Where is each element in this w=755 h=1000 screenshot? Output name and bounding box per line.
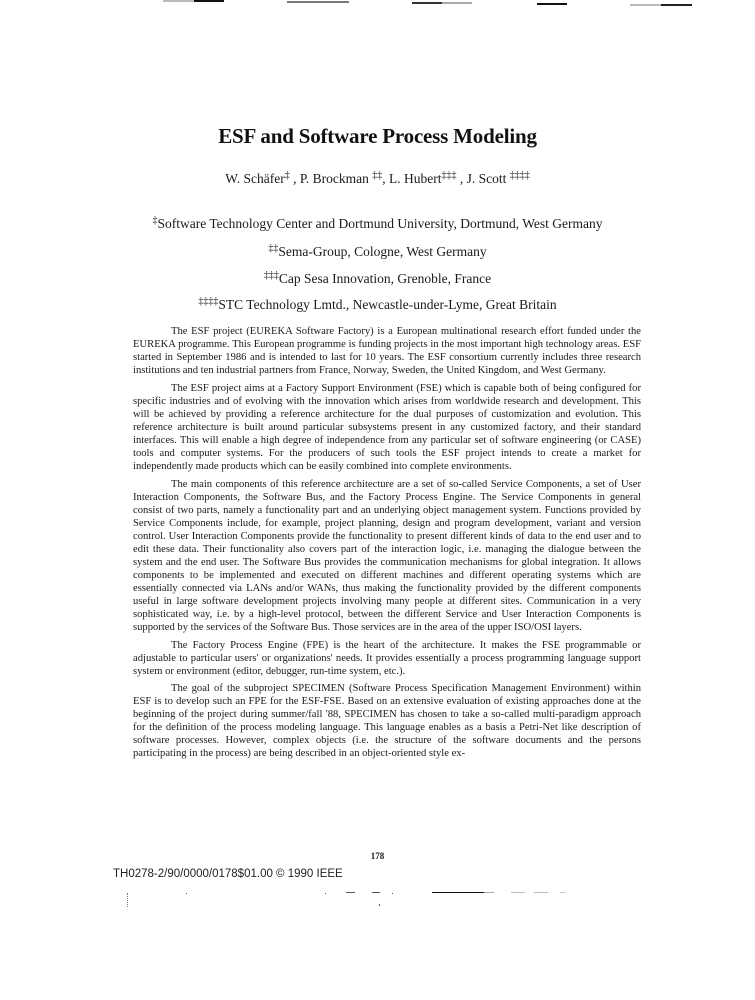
scan-artifact bbox=[484, 892, 494, 893]
affiliation-text: Sema-Group, Cologne, West Germany bbox=[278, 244, 487, 259]
scan-mark bbox=[537, 3, 567, 5]
scan-artifact bbox=[379, 904, 380, 906]
affiliation-text: STC Technology Lmtd., Newcastle-under-Lyme, Great Britain bbox=[218, 297, 557, 312]
scan-artifact bbox=[560, 892, 566, 893]
author-name: W. Schäfer bbox=[225, 171, 285, 186]
affiliation bbox=[0, 216, 755, 232]
scan-artifact bbox=[346, 892, 355, 893]
scan-mark bbox=[630, 4, 661, 6]
scan-mark bbox=[194, 0, 224, 2]
author-separator: , bbox=[289, 171, 300, 186]
author-name: P. Brockman bbox=[299, 171, 369, 186]
scan-artifact bbox=[511, 892, 525, 893]
scan-artifact bbox=[432, 892, 484, 893]
paragraph: The ESF project (EUREKA Software Factory) is a European multinational research effort funded under the EUREKA programme. This European programme is funding projects in the most important high technology areas. ESF started in September 1986 and is intended to last for 10 years. The ESF consortium currently includes three research institutions and ten industrial partners from France, Norway, Sweden, the United Kingdom, and West Germany. bbox=[133, 326, 641, 377]
author-mark: ‡‡‡‡ bbox=[509, 170, 530, 181]
paragraph: The goal of the subproject SPECIMEN (Software Process Specification Management Environment) within ESF is to develop such an FPE for the ESF-FSE. Based on an extensive evaluation of existing approaches done at the beginning of the project during summer/fall '88, SPECIMEN has chosen to take a so-called multi-paradigm approach for the definition of the process modeling language. This language enables as a basis a Petri-Net like description of software processes. However, complex objects (i.e. the structure of the software documents and the persons participating in the process) are being described in an object-oriented style ex- bbox=[133, 683, 641, 760]
affiliation-mark: ‡‡ bbox=[268, 243, 279, 254]
scan-mark bbox=[412, 2, 442, 4]
scan-artifact bbox=[534, 892, 548, 893]
affiliation bbox=[0, 244, 755, 260]
author-line: W. Schäfer‡ , P. Brockman ‡‡, L. Hubert‡‡‡ , J. Scott ‡‡‡‡ bbox=[225, 170, 530, 186]
paragraph: The Factory Process Engine (FPE) is the heart of the architecture. It makes the FSE programmable or adjustable to particular users' or organizations' needs. It provides essentially a process programming language support system or environment (editor, debugger, run-time system, etc.). bbox=[133, 639, 641, 677]
author-separator: , bbox=[456, 171, 467, 186]
scan-mark bbox=[163, 0, 194, 2]
scan-mark bbox=[442, 2, 472, 4]
paragraph: The ESF project aims at a Factory Support Environment (FSE) which is capable both of being configured for specific industries and of evolving with the innovation which arises from worldwide research and development. This will be achieved by providing a reference architecture for the dual purposes of customization and evolution. This reference architecture is built around particular subsystems present in any customized factory, and their standard interfaces. This will enable a high degree of independence from any particular set of software engineering (or CASE) tools and computer systems. For the producers of such tools the ESF project intends to create a market for independently made products which can be easily combined into complete environments. bbox=[133, 382, 641, 472]
scan-artifact bbox=[392, 893, 393, 894]
affiliation bbox=[0, 297, 755, 313]
copyright-line: TH0278-2/90/0000/0178$01.00 © 1990 IEEE bbox=[113, 868, 343, 880]
author-mark: ‡‡‡ bbox=[441, 170, 457, 181]
scan-artifact bbox=[325, 893, 326, 894]
page-number: 178 bbox=[370, 851, 385, 861]
paragraph: The main components of this reference architecture are a set of so-called Service Components, a set of User Interaction Components, the Software Bus, and the Factory Process Engine. The Service Components in general consist of two parts, namely a functionality part and an underlying object management system. Functions provided by Service Components include, for example, project planning, design and program development, variant and version control. User Interaction Components provide the functionality to present different kinds of data to the end user and to edit these data. Their functionality also covers part of the interaction logic, i.e. managing the dialogue between the system and the end user. The Software Bus provides the communication mechanisms for global integration. It allows components to be implemented and executed on different machines and different operating systems which are essentially connected via LANs and/or WANs, thus making the functionality provided by the different components useful in large software development projects involving many people at different sites. Communication in a very sophisticated way, i.e. by a high-level protocol, between the different Service and User Interaction Components is supported by the services of the Software Bus. Those services are in the area of the upper ISO/OSI layers. bbox=[133, 478, 641, 634]
affiliation-mark: ‡ bbox=[152, 215, 158, 226]
body-text bbox=[133, 325, 641, 765]
author-name: L. Hubert bbox=[388, 171, 442, 186]
scan-artifact bbox=[186, 893, 187, 894]
affiliation-mark: ‡‡‡ bbox=[263, 270, 279, 281]
affiliation-text: Cap Sesa Innovation, Grenoble, France bbox=[278, 271, 492, 286]
author-name: J. Scott bbox=[466, 171, 507, 186]
scan-artifact bbox=[372, 892, 380, 893]
scan-mark bbox=[661, 4, 692, 6]
affiliation-text: Software Technology Center and Dortmund University, Dortmund, West Germany bbox=[157, 216, 603, 231]
scan-artifact bbox=[127, 893, 129, 907]
affiliation bbox=[0, 271, 755, 287]
affiliation-mark: ‡‡‡‡ bbox=[198, 296, 219, 307]
paper-title: ESF and Software Process Modeling bbox=[218, 124, 537, 148]
author-mark: ‡ bbox=[284, 170, 290, 181]
scan-mark bbox=[287, 1, 349, 3]
author-mark: ‡‡ bbox=[372, 170, 383, 181]
